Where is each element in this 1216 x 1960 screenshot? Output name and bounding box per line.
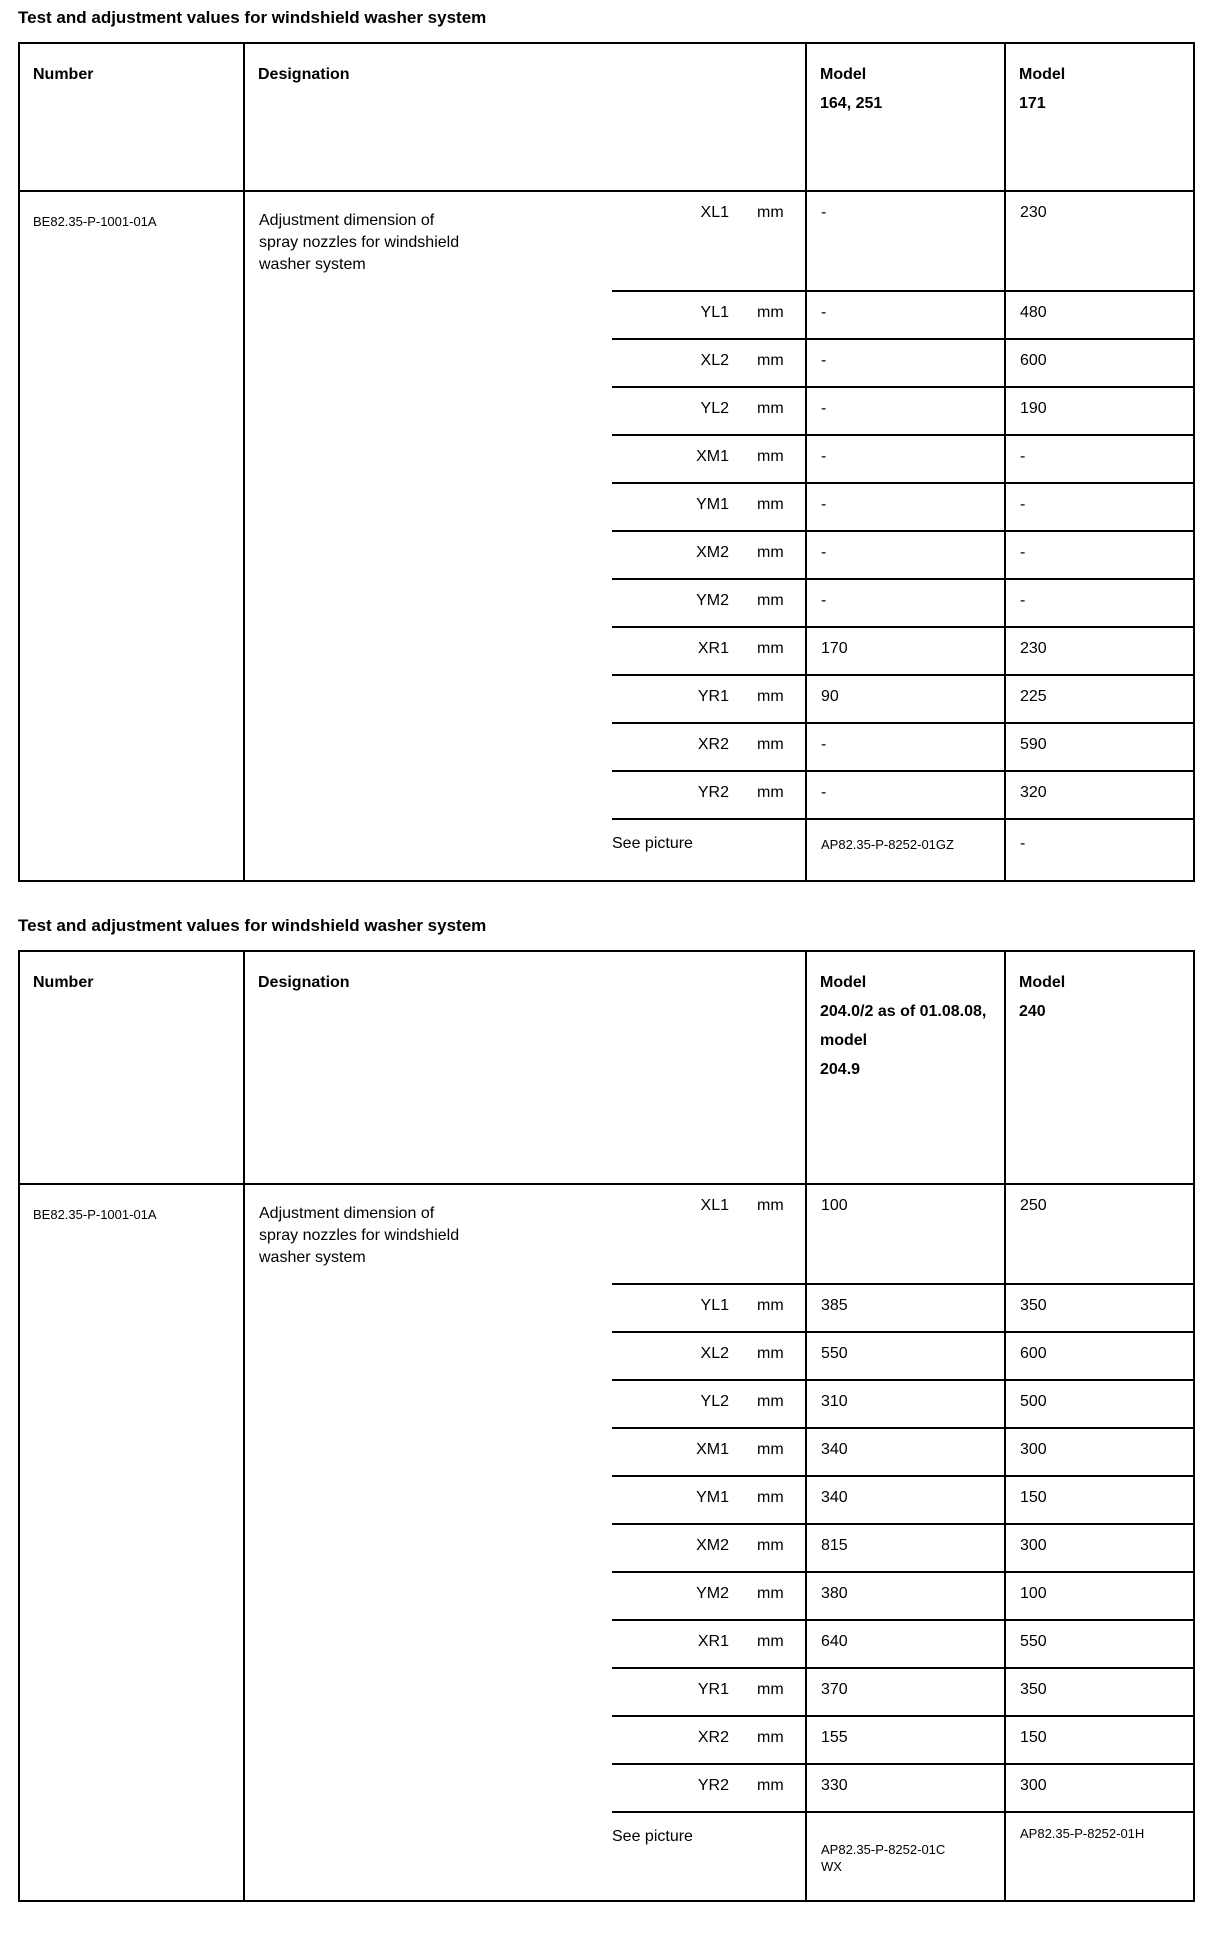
text-line: 240 (1019, 1003, 1046, 1020)
dimension-label: YM1 (696, 496, 729, 513)
section-2 (18, 916, 1216, 1902)
designation-cell (245, 1185, 612, 1900)
dimension-label: XM2 (696, 544, 729, 561)
dimension-rows (612, 1185, 1193, 1900)
dimension-label: YM2 (696, 1585, 729, 1602)
section-title: Test and adjustment values for windshield washer system (18, 916, 487, 935)
dimension-name-cell (612, 1525, 807, 1571)
dimension-label: XR1 (697, 640, 729, 657)
text-line: Model (1019, 974, 1066, 991)
value-model-a-cell: - (807, 532, 1006, 578)
see-picture-row (612, 818, 1193, 880)
value-model-a-cell: 380 (807, 1573, 1006, 1619)
value-model-b-cell: 150 (1020, 1729, 1047, 1746)
dimension-row (612, 1283, 1193, 1331)
value-model-b-cell: 230 (1020, 640, 1047, 657)
value-model-a-cell: 310 (807, 1381, 1006, 1427)
number-cell: BE82.35-P-1001-01A (20, 192, 245, 880)
dimension-row (612, 1331, 1193, 1379)
dimension-row (612, 626, 1193, 674)
value-model-a-cell: 370 (807, 1669, 1006, 1715)
dimension-name-cell (612, 772, 807, 818)
dimension-row (612, 1667, 1193, 1715)
dimension-label: XL1 (700, 204, 729, 221)
dimension-unit: mm (757, 1197, 784, 1214)
dimension-label: YL1 (700, 1297, 729, 1314)
value-model-b-cell: 600 (1020, 1345, 1047, 1362)
text-line: washer system (259, 1249, 366, 1266)
dimension-unit: mm (757, 640, 784, 657)
dimension-name-cell (612, 676, 807, 722)
dimension-row (612, 192, 1193, 290)
text-line: washer system (259, 256, 366, 273)
table-body-row (20, 192, 1193, 880)
value-model-b-cell: - (1020, 544, 1026, 561)
dimension-unit: mm (757, 1777, 784, 1794)
dimension-row (612, 290, 1193, 338)
value-model-b-cell: 190 (1020, 400, 1047, 417)
dimension-unit: mm (757, 544, 784, 561)
value-model-a-cell: 330 (807, 1765, 1006, 1811)
value-model-b-cell: 100 (1020, 1585, 1047, 1602)
value-model-b-cell: 590 (1020, 736, 1047, 753)
dimension-name-cell (612, 1477, 807, 1523)
dimension-unit: mm (757, 400, 784, 417)
dimension-row (612, 1763, 1193, 1811)
dimension-label: XL2 (700, 352, 729, 369)
dimension-name-cell (612, 1285, 807, 1331)
dimension-unit: mm (757, 1633, 784, 1650)
dimension-label: XL1 (700, 1197, 729, 1214)
see-picture-value-b (1006, 820, 1193, 880)
value-model-b-cell: 480 (1020, 304, 1047, 321)
dimension-name-cell (612, 628, 807, 674)
see-picture-value-b (1006, 1813, 1193, 1900)
text-line: 164, 251 (820, 95, 883, 112)
text-line: Adjustment dimension of (259, 1205, 435, 1222)
header-number: Number (20, 952, 245, 1183)
dimension-unit: mm (757, 352, 784, 369)
see-picture-value-a (807, 820, 1006, 880)
values-table (18, 42, 1195, 882)
value-model-b-cell: 350 (1020, 1681, 1047, 1698)
value-model-b-cell: 550 (1020, 1633, 1047, 1650)
value-model-a-cell: - (807, 388, 1006, 434)
value-model-b-cell: - (1020, 592, 1026, 609)
dimension-row (612, 1379, 1193, 1427)
value-model-b-cell: 230 (1020, 204, 1047, 221)
value-model-a-cell: - (807, 192, 1006, 290)
see-picture-label-cell (612, 820, 807, 880)
text-line: Adjustment dimension of (259, 212, 435, 229)
text-line: 204.9 (820, 1061, 861, 1078)
value-model-a-cell: 340 (807, 1429, 1006, 1475)
dimension-row (612, 1475, 1193, 1523)
text-line: 204.0/2 as of 01.08.08, (820, 1003, 987, 1020)
header-designation: Designation (245, 952, 807, 1183)
dimension-name-cell (612, 1381, 807, 1427)
value-model-b-cell: 150 (1020, 1489, 1047, 1506)
text-line: AP82.35-P-8252-01C (821, 1842, 946, 1857)
dimension-unit: mm (757, 1729, 784, 1746)
see-picture-label-cell (612, 1813, 807, 1900)
dimension-name-cell (612, 388, 807, 434)
text-line: AP82.35-P-8252-01GZ (821, 837, 954, 852)
dimension-label: YR1 (697, 1681, 729, 1698)
text-line: model (820, 1032, 868, 1049)
dimension-rows (612, 192, 1193, 880)
text-line: spray nozzles for windshield (259, 1227, 460, 1244)
value-model-a-cell: 170 (807, 628, 1006, 674)
dimension-row (612, 578, 1193, 626)
text-line: 171 (1019, 95, 1046, 112)
dimension-name-cell (612, 1621, 807, 1667)
value-model-a-cell: 340 (807, 1477, 1006, 1523)
dimension-row (612, 434, 1193, 482)
dimension-unit: mm (757, 1489, 784, 1506)
dimension-unit: mm (757, 688, 784, 705)
dimension-row (612, 1427, 1193, 1475)
dimension-label: XM2 (696, 1537, 729, 1554)
dimension-unit: mm (757, 496, 784, 513)
dimension-name-cell (612, 292, 807, 338)
value-model-b-cell: 250 (1020, 1197, 1047, 1214)
value-model-b-cell: 350 (1020, 1297, 1047, 1314)
see-picture-label: See picture (612, 1828, 693, 1845)
text-line: Model (1019, 66, 1066, 83)
dimension-row (612, 338, 1193, 386)
header-model-b (1006, 952, 1193, 1183)
value-model-b-cell: - (1020, 496, 1026, 513)
dimension-label: YM1 (696, 1489, 729, 1506)
value-model-b-cell: - (1020, 448, 1026, 465)
dimension-row (612, 722, 1193, 770)
value-model-a-cell: 90 (807, 676, 1006, 722)
table-header-row (20, 44, 1193, 192)
header-model-a (807, 952, 1006, 1183)
dimension-name-cell (612, 436, 807, 482)
table-body-row (20, 1185, 1193, 1900)
dimension-unit: mm (757, 736, 784, 753)
dimension-unit: mm (757, 448, 784, 465)
value-model-a-cell: 550 (807, 1333, 1006, 1379)
dimension-label: XM1 (696, 448, 729, 465)
dimension-unit: mm (757, 1345, 784, 1362)
see-picture-row (612, 1811, 1193, 1900)
see-picture-value-a (807, 1813, 1006, 1900)
dimension-row (612, 1185, 1193, 1283)
dimension-row (612, 1523, 1193, 1571)
text-line: spray nozzles for windshield (259, 234, 460, 251)
designation-cell (245, 192, 612, 880)
value-model-a-cell: - (807, 772, 1006, 818)
number-cell: BE82.35-P-1001-01A (20, 1185, 245, 1900)
text-line: Model (820, 974, 867, 991)
dimension-name-cell (612, 192, 807, 290)
dimension-label: XR2 (697, 736, 729, 753)
dimension-row (612, 482, 1193, 530)
table-header-row (20, 952, 1193, 1185)
dimension-name-cell (612, 1573, 807, 1619)
section-1 (18, 8, 1216, 882)
dimension-row (612, 1571, 1193, 1619)
dimension-unit: mm (757, 1585, 784, 1602)
dimension-label: YL1 (700, 304, 729, 321)
value-model-a-cell: - (807, 292, 1006, 338)
value-model-a-cell: 100 (807, 1185, 1006, 1283)
text-line: Model (820, 66, 867, 83)
dimension-name-cell (612, 580, 807, 626)
dimension-name-cell (612, 532, 807, 578)
dimension-row (612, 530, 1193, 578)
text-line: WX (821, 1859, 842, 1874)
value-model-a-cell: - (807, 484, 1006, 530)
dimension-unit: mm (757, 304, 784, 321)
dimension-name-cell (612, 1717, 807, 1763)
values-table (18, 950, 1195, 1902)
dimension-unit: mm (757, 1537, 784, 1554)
dimension-row (612, 1619, 1193, 1667)
text-line: - (1020, 835, 1026, 852)
header-designation: Designation (245, 44, 807, 190)
value-model-a-cell: - (807, 724, 1006, 770)
dimension-label: XR1 (697, 1633, 729, 1650)
dimension-name-cell (612, 1185, 807, 1283)
dimension-label: XL2 (700, 1345, 729, 1362)
dimension-unit: mm (757, 1681, 784, 1698)
dimension-row (612, 1715, 1193, 1763)
dimension-name-cell (612, 724, 807, 770)
text-line: AP82.35-P-8252-01H (1020, 1826, 1145, 1841)
value-model-b-cell: 500 (1020, 1393, 1047, 1410)
dimension-unit: mm (757, 1393, 784, 1410)
dimension-label: YR2 (697, 784, 729, 801)
dimension-unit: mm (757, 784, 784, 801)
value-model-b-cell: 300 (1020, 1777, 1047, 1794)
value-model-b-cell: 320 (1020, 784, 1047, 801)
dimension-row (612, 770, 1193, 818)
dimension-label: YR1 (697, 688, 729, 705)
value-model-a-cell: - (807, 580, 1006, 626)
header-number: Number (20, 44, 245, 190)
dimension-label: YR2 (697, 1777, 729, 1794)
value-model-a-cell: 385 (807, 1285, 1006, 1331)
value-model-a-cell: 640 (807, 1621, 1006, 1667)
dimension-name-cell (612, 1669, 807, 1715)
value-model-b-cell: 300 (1020, 1441, 1047, 1458)
dimension-name-cell (612, 1429, 807, 1475)
dimension-name-cell (612, 484, 807, 530)
dimension-label: YL2 (700, 1393, 729, 1410)
value-model-a-cell: 155 (807, 1717, 1006, 1763)
header-model-a (807, 44, 1006, 190)
dimension-row (612, 674, 1193, 722)
value-model-b-cell: 300 (1020, 1537, 1047, 1554)
dimension-unit: mm (757, 204, 784, 221)
dimension-name-cell (612, 340, 807, 386)
value-model-b-cell: 600 (1020, 352, 1047, 369)
dimension-name-cell (612, 1765, 807, 1811)
dimension-label: YL2 (700, 400, 729, 417)
value-model-b-cell: 225 (1020, 688, 1047, 705)
dimension-unit: mm (757, 1297, 784, 1314)
dimension-label: YM2 (696, 592, 729, 609)
dimension-label: XR2 (697, 1729, 729, 1746)
see-picture-label: See picture (612, 835, 693, 852)
header-model-b (1006, 44, 1193, 190)
value-model-a-cell: - (807, 436, 1006, 482)
dimension-row (612, 386, 1193, 434)
dimension-label: XM1 (696, 1441, 729, 1458)
dimension-unit: mm (757, 1441, 784, 1458)
section-title: Test and adjustment values for windshield washer system (18, 8, 487, 27)
value-model-a-cell: 815 (807, 1525, 1006, 1571)
dimension-unit: mm (757, 592, 784, 609)
value-model-a-cell: - (807, 340, 1006, 386)
dimension-name-cell (612, 1333, 807, 1379)
